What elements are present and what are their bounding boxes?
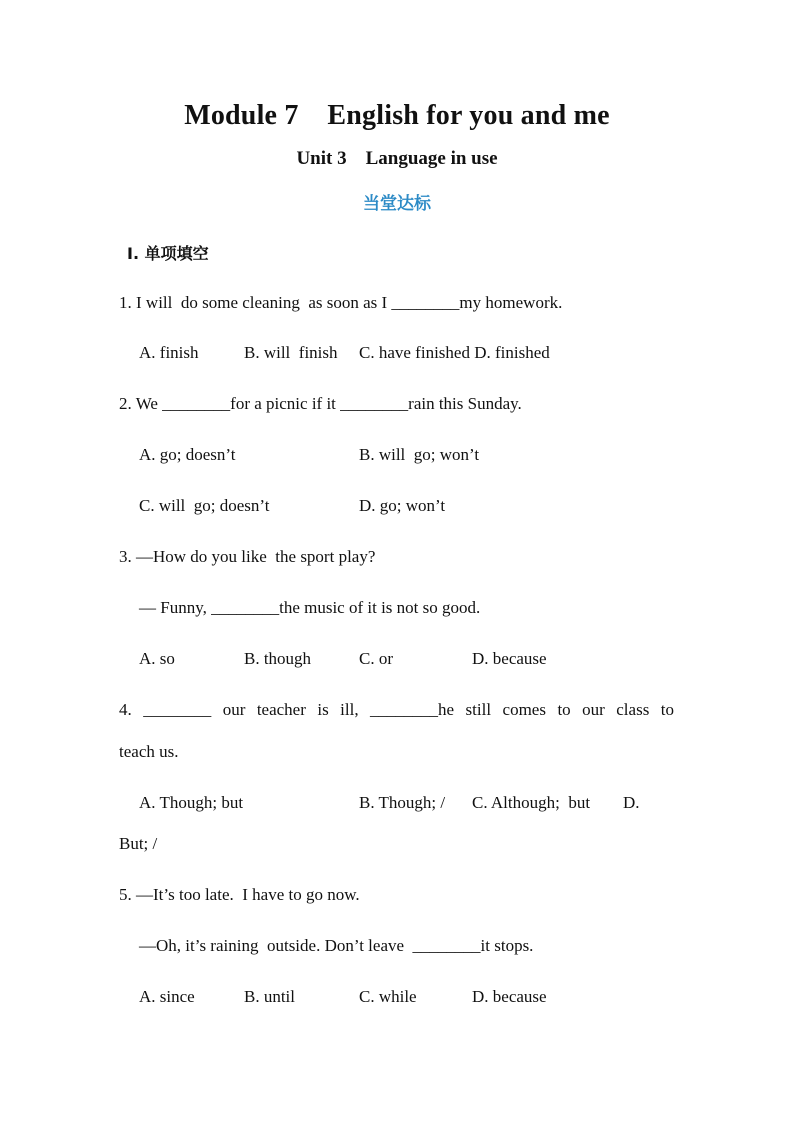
question-3-option-c: C. or	[359, 649, 393, 668]
question-5-stem: 5. —It’s too late. I have to go now.	[119, 885, 360, 904]
section-heading: Ⅰ. 单项填空	[127, 244, 209, 263]
question-5-reply: —Oh, it’s raining outside. Don’t leave ________it stops.	[139, 936, 534, 955]
question-3-reply: — Funny, ________the music of it is not so good.	[139, 598, 481, 617]
question-3-stem: 3. —How do you like the sport play?	[119, 547, 376, 566]
question-5-option-c: C. while	[359, 987, 417, 1006]
question-2-option-a: A. go; doesn’t	[139, 445, 236, 464]
question-2-stem: 2. We ________for a picnic if it ________rain this Sunday.	[119, 394, 522, 413]
question-2-option-c: C. will go; doesn’t	[139, 496, 270, 515]
question-4-stem: 4. ________ our teacher is ill, ________he still comes to our class to	[119, 700, 674, 719]
question-5-option-b: B. until	[244, 987, 296, 1006]
question-4-stem-continued: teach us.	[119, 742, 179, 761]
question-1-stem: 1. I will do some cleaning as soon as I ________my homework.	[119, 293, 563, 312]
page-title: Module 7 English for you and me	[184, 100, 610, 131]
question-2-option-b: B. will go; won’t	[359, 445, 480, 464]
question-4-option-c: C. Although; but	[472, 793, 591, 812]
question-1-option-b: B. will finish	[244, 343, 338, 362]
question-5-option-a: A. since	[139, 987, 195, 1006]
question-4-option-d-label: D.	[623, 793, 640, 812]
question-5-option-d: D. because	[472, 987, 547, 1006]
section-tag: 当堂达标	[363, 194, 431, 214]
question-3-option-b: B. though	[244, 649, 312, 668]
question-3-option-d: D. because	[472, 649, 547, 668]
question-2-option-d: D. go; won’t	[359, 496, 446, 515]
question-4-option-d-continued: But; /	[119, 834, 158, 853]
question-4-option-a: A. Though; but	[139, 793, 244, 812]
question-3-option-a: A. so	[139, 649, 175, 668]
unit-subtitle: Unit 3 Language in use	[296, 148, 498, 169]
question-1-option-cd: C. have finished D. finished	[359, 343, 550, 362]
question-1-option-a: A. finish	[139, 343, 199, 362]
question-4-option-b: B. Though; /	[359, 793, 446, 812]
